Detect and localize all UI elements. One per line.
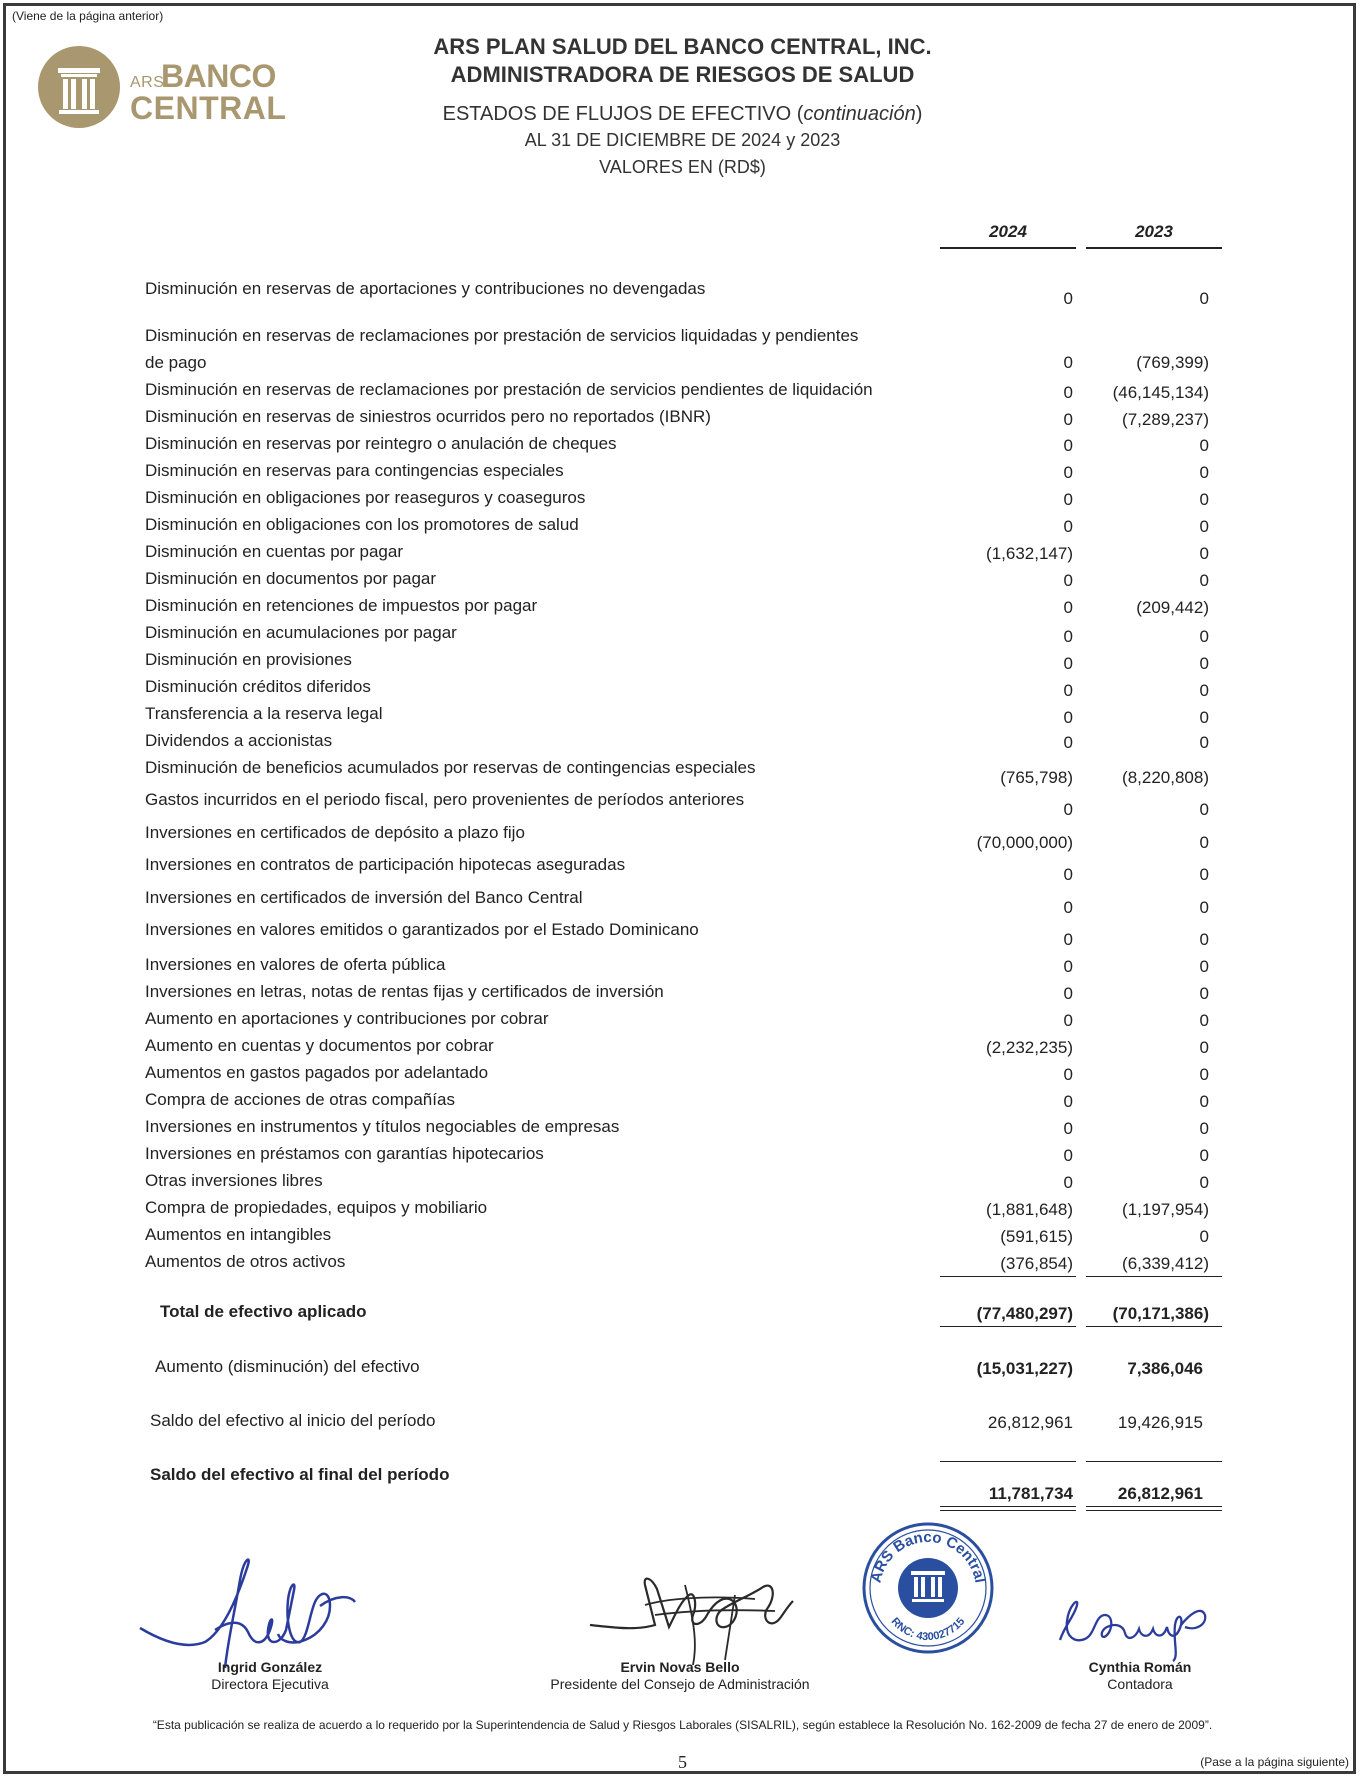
table-row: Aumento en aportaciones y contribuciones por cobrar 0 0: [145, 1009, 1209, 1030]
table-row: Otras inversiones libres 0 0: [145, 1171, 1209, 1192]
next-page-note: (Pase a la página siguiente): [1200, 1755, 1349, 1769]
table-row: Gastos incurridos en el periodo fiscal, pero provenientes de períodos anteriores 0 0: [145, 790, 1209, 819]
total-applied-row: Total de efectivo aplicado (77,480,297) (70,171,386): [160, 1302, 1209, 1323]
table-row: Disminución créditos diferidos 0 0: [145, 677, 1209, 700]
column-header-2024: 2024: [940, 222, 1076, 249]
closing-double-rule-2024: [940, 1506, 1076, 1511]
table-row: Aumento en cuentas y documentos por cobrar (2,232,235) 0: [145, 1036, 1209, 1057]
table-row: Inversiones en valores emitidos o garantizados por el Estado Dominicano 0 0: [145, 920, 1209, 949]
table-row: Disminución en reservas para contingencias especiales 0 0: [145, 461, 1209, 482]
official-seal: [860, 1520, 996, 1656]
table-row: Inversiones en certificados de depósito a plazo fijo (70,000,000) 0: [145, 823, 1209, 852]
signature-title-3: Contadora: [1107, 1676, 1173, 1692]
signature-cynthia-roman: [1055, 1585, 1215, 1665]
table-row: Disminución en reservas de reclamaciones por prestación de servicios liquidadas y pendientes de pago 0 (769,399): [145, 326, 1209, 372]
table-row: Disminución en cuentas por pagar (1,632,147) 0: [145, 542, 1209, 563]
total-rule-2024: [940, 1326, 1076, 1327]
table-row: Inversiones en contratos de participación hipotecas aseguradas 0 0: [145, 855, 1209, 884]
signature-ingrid-gonzalez: [130, 1550, 370, 1675]
closing-balance-row: Saldo del efectivo al final del período 11,781,734 26,812,961: [150, 1465, 1203, 1503]
table-row: Aumentos de otros activos (376,854) (6,339,412): [145, 1252, 1209, 1273]
table-row: Inversiones en préstamos con garantías hipotecarios 0 0: [145, 1144, 1209, 1165]
table-row: Inversiones en valores de oferta pública 0 0: [145, 955, 1209, 976]
cash-change-row: Aumento (disminución) del efectivo (15,031,227) 7,386,046: [155, 1357, 1203, 1378]
logo-ars-text: ARS: [130, 74, 165, 91]
closing-double-rule-2023: [1086, 1506, 1222, 1511]
svg-text:RNC: 430027715: RNC: 430027715: [888, 1615, 968, 1644]
company-logo: [38, 46, 287, 130]
table-row: Disminución en documentos por pagar 0 0: [145, 569, 1209, 590]
statement-date: AL 31 DE DICIEMBRE DE 2024 y 2023: [524, 130, 841, 150]
subtotal-rule-2024: [940, 1276, 1076, 1277]
table-row: Disminución en obligaciones con los promotores de salud 0 0: [145, 515, 1209, 536]
table-row: Inversiones en letras, notas de rentas fijas y certificados de inversión 0 0: [145, 982, 1209, 1003]
table-row: Disminución en acumulaciones por pagar 0 0: [145, 623, 1209, 646]
statement-currency: VALORES EN (RD$): [599, 157, 766, 177]
table-row: Compra de acciones de otras compañías 0 0: [145, 1090, 1209, 1111]
signature-name-1: Ingrid González: [217, 1659, 323, 1675]
signature-title-2: Presidente del Consejo de Administración: [550, 1676, 810, 1692]
company-name: ARS PLAN SALUD DEL BANCO CENTRAL, INC.: [433, 34, 932, 59]
total-rule-2023: [1086, 1326, 1222, 1327]
logo-banco-text: BANCO: [161, 58, 276, 94]
column-header-2023: 2023: [1086, 222, 1222, 249]
closing-top-rule-2023: [1086, 1461, 1222, 1462]
table-row: Compra de propiedades, equipos y mobiliario (1,881,648) (1,197,954): [145, 1198, 1209, 1219]
statement-title: ESTADOS DE FLUJOS DE EFECTIVO (continuación): [442, 103, 923, 125]
column-building-icon: [38, 46, 120, 128]
opening-balance-row: Saldo del efectivo al inicio del período 26,812,961 19,426,915: [150, 1411, 1203, 1432]
table-row: Dividendos a accionistas 0 0: [145, 731, 1209, 752]
signature-title-1: Directora Ejecutiva: [211, 1676, 329, 1692]
legal-footnote: “Esta publicación se realiza de acuerdo a lo requerido por la Superintendencia de Salud y Riesgos Laborales (SISALRIL), según establece la Resolución No. 162-2009 de fecha 27 de enero de 2009”.: [152, 1718, 1213, 1732]
statement-title-block: [300, 101, 1065, 181]
subtotal-rule-2023: [1086, 1276, 1222, 1277]
closing-top-rule-2024: [940, 1461, 1076, 1462]
table-row: Disminución en reservas de reclamaciones por prestación de servicios pendientes de liquidación 0 (46,145,134): [145, 380, 1209, 402]
logo-central-text: CENTRAL: [130, 90, 287, 126]
table-row: Disminución en reservas de siniestros ocurridos pero no reportados (IBNR) 0 (7,289,237): [145, 407, 1209, 429]
company-subtitle: ADMINISTRADORA DE RIESGOS DE SALUD: [450, 62, 915, 87]
previous-page-note: (Viene de la página anterior): [12, 9, 164, 23]
table-row: Aumentos en gastos pagados por adelantado 0 0: [145, 1063, 1209, 1084]
table-row: Disminución en reservas de aportaciones y contribuciones no devengadas 0 0: [145, 279, 1209, 308]
table-row: Inversiones en instrumentos y títulos negociables de empresas 0 0: [145, 1117, 1209, 1138]
table-row: Disminución de beneficios acumulados por reservas de contingencias especiales (765,798) (8,220,808): [145, 758, 1209, 787]
table-row: Disminución en retenciones de impuestos por pagar 0 (209,442): [145, 596, 1209, 617]
document-header: [300, 33, 1065, 89]
table-row: Disminución en provisiones 0 0: [145, 650, 1209, 673]
table-row: Transferencia a la reserva legal 0 0: [145, 704, 1209, 727]
signature-name-3: Cynthia Román: [1088, 1659, 1192, 1675]
page-number: 5: [678, 1752, 687, 1772]
signature-name-2: Ervin Novas Bello: [620, 1659, 740, 1675]
table-row: Disminución en obligaciones por reaseguros y coaseguros 0 0: [145, 488, 1209, 509]
table-row: Disminución en reservas por reintegro o anulación de cheques 0 0: [145, 434, 1209, 455]
table-row: Inversiones en certificados de inversión del Banco Central 0 0: [145, 888, 1209, 917]
svg-text:ARS Banco Central: ARS Banco Central: [867, 1528, 989, 1585]
table-row: Aumentos en intangibles (591,615) 0: [145, 1225, 1209, 1246]
